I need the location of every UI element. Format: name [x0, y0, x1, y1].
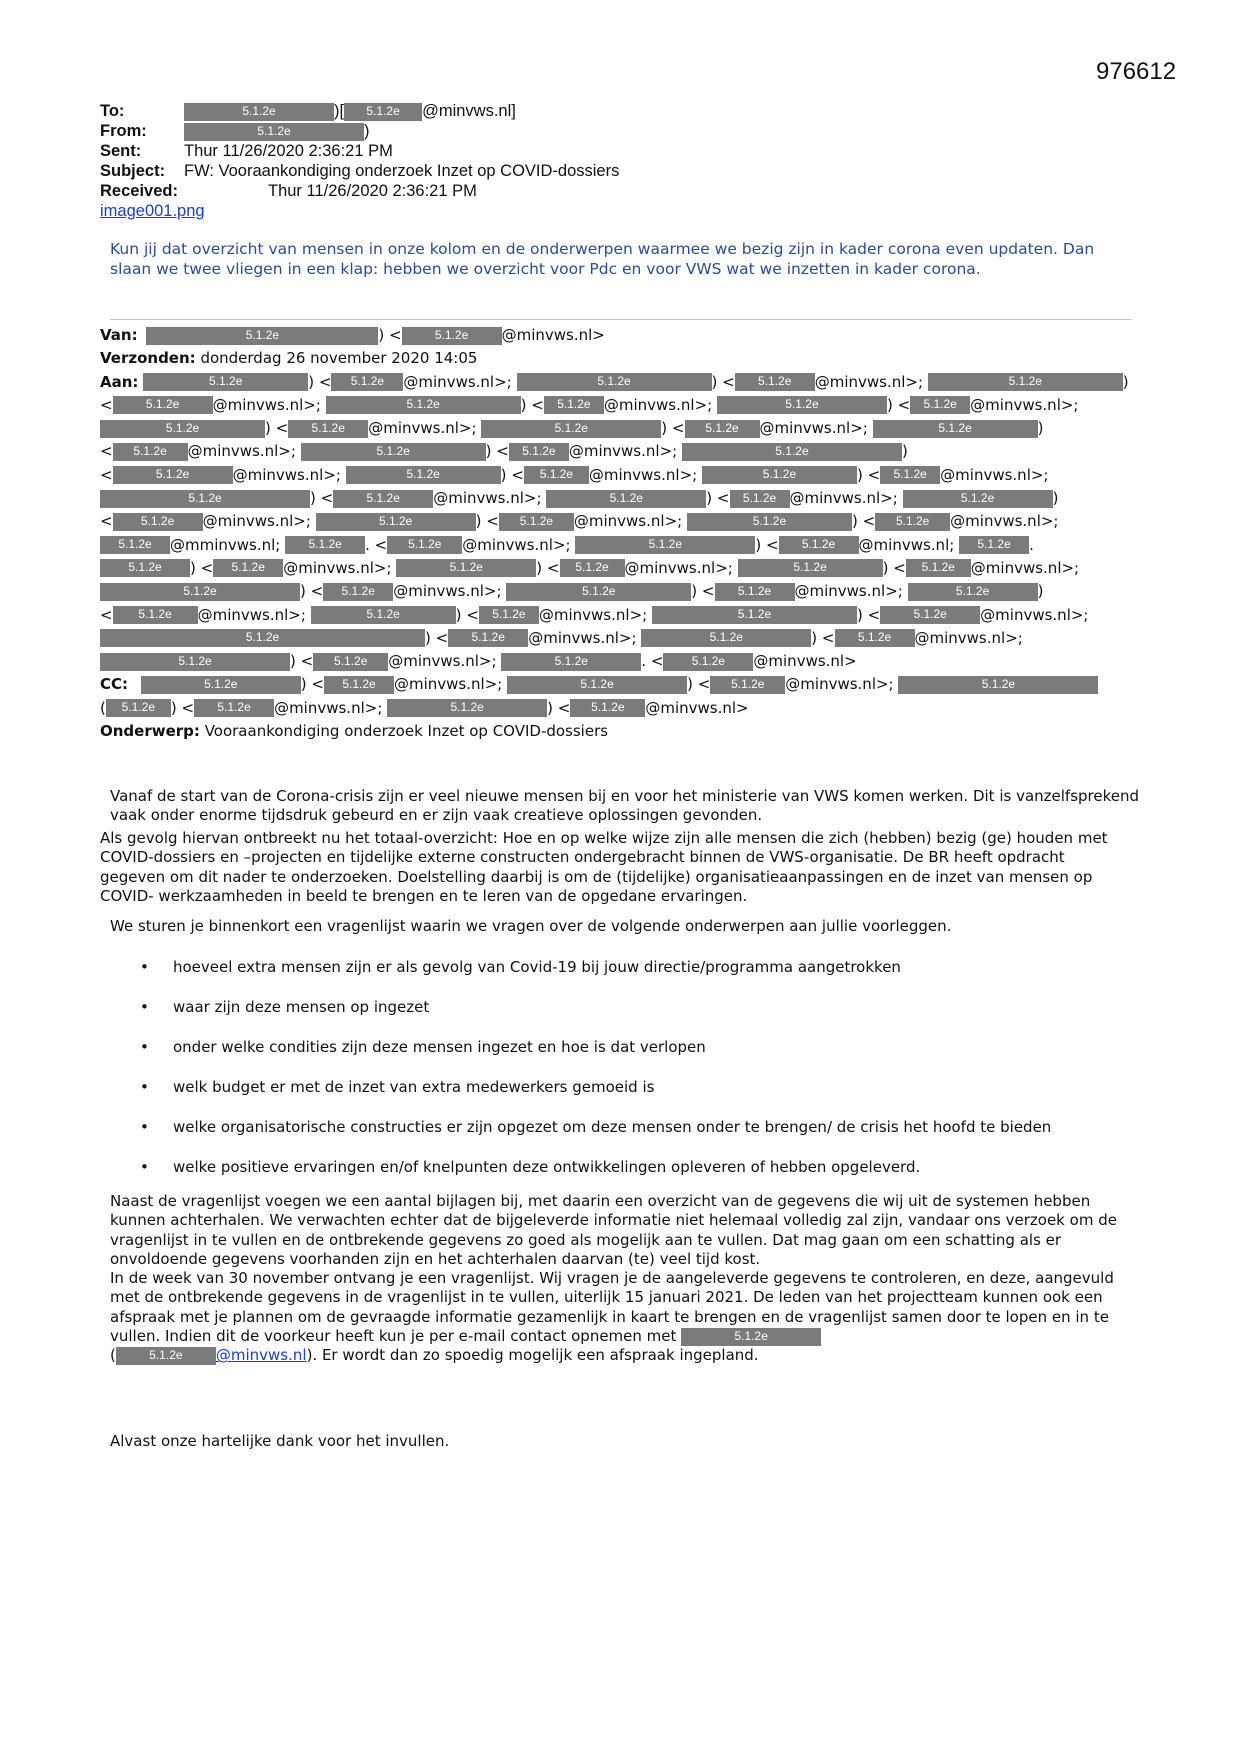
verzonden-row: Verzonden: donderdag 26 november 2020 14:05 — [100, 349, 478, 368]
van-row: Van: 5.1.2e ) < 5.1.2e @minvws.nl> — [100, 326, 605, 344]
document-id: 976612 — [1096, 58, 1177, 85]
aan-row-3: 5.1.2e ) < 5.1.2e @minvws.nl>; 5.1.2e ) < 5.1.2e @minvws.nl>; 5.1.2e ) — [100, 417, 1150, 440]
redaction: 5.1.2e — [344, 103, 422, 121]
bullet: • — [140, 1158, 149, 1176]
redaction: 5.1.2e — [681, 1328, 821, 1346]
closing-line: Alvast onze hartelijke dank voor het invullen. — [110, 1432, 450, 1450]
onderwerp-row: Onderwerp: Vooraankondiging onderzoek Inzet op COVID-dossiers — [100, 722, 609, 741]
paragraph-4a: Naast de vragenlijst voegen we een aantal bijlagen bij, met daarin een overzicht van de gegevens die wij uit de systemen hebben kunnen achterhalen. We verwachten echter dat de bijgeleverde informatie niet helemaal volledig zal zijn, vandaar ons verzoek om de vragenlijst in te vullen en de ontbrekende gegevens zo goed als mogelijk aan te vullen. Dat mag gaan om een schatting als er onvoldoende gegevens voorhanden zijn en het achterhalen daarvan (te) veel tijd kost. — [110, 1192, 1117, 1268]
paragraph-3: We sturen je binnenkort een vragenlijst waarin we vragen over de volgende onderwerpen aan jullie voorleggen. — [110, 917, 952, 935]
redaction: 5.1.2e — [184, 103, 334, 121]
received-label: Received: — [100, 182, 178, 200]
redaction: 5.1.2e — [402, 327, 502, 345]
redaction: 5.1.2e — [146, 327, 378, 345]
received-value: Thur 11/26/2020 2:36:21 PM — [268, 182, 477, 200]
aan-row-5: < 5.1.2e @minvws.nl>; 5.1.2e ) < 5.1.2e @minvws.nl>; 5.1.2e ) < 5.1.2e @minvws.nl>; — [100, 465, 1049, 484]
paragraph-4 — [110, 1192, 1140, 1366]
aan-row-12: 5.1.2e ) < 5.1.2e @minvws.nl>; 5.1.2e ) < 5.1.2e @minvws.nl>; — [100, 627, 1150, 650]
aan-row-9: 5.1.2e ) < 5.1.2e @minvws.nl>; 5.1.2e ) < 5.1.2e @minvws.nl>; 5.1.2e ) < 5.1.2e @minvws.nl>; — [100, 557, 1150, 580]
sent-value: Thur 11/26/2020 2:36:21 PM — [184, 142, 393, 160]
divider — [110, 319, 1132, 320]
aan-row-6: 5.1.2e ) < 5.1.2e @minvws.nl>; 5.1.2e ) < 5.1.2e @minvws.nl>; 5.1.2e ) — [100, 487, 1150, 510]
bullet: • — [140, 1118, 149, 1136]
aan-row-13: 5.1.2e ) < 5.1.2e @minvws.nl>; 5.1.2e . < 5.1.2e @minvws.nl> — [100, 650, 1150, 673]
paragraph-4b: In de week van 30 november ontvang je een vragenlijst. Wij vragen je de aangeleverde gegevens te controleren, en deze, aangevuld met de ontbrekende gegevens in de vragenlijst in te vullen, uiterlijk 15 januari 2021. De leden van het projectteam kunnen ook een afspraak met je plannen om de gevraagde informatie gezamenlijk in kaart te brengen en de vragenlijst samen door te lopen en in te vullen. Indien dit de voorkeur heeft kun je per e-mail contact opnemen met 5.1.2e — [110, 1269, 1114, 1346]
bullet: • — [140, 1038, 149, 1056]
aan-row-2: < 5.1.2e @minvws.nl>; 5.1.2e ) < 5.1.2e @minvws.nl>; 5.1.2e ) < 5.1.2e @minvws.nl>; — [100, 395, 1079, 414]
to-domain: @minvws.nl] — [422, 102, 516, 120]
aan-row-10: 5.1.2e ) < 5.1.2e @minvws.nl>; 5.1.2e ) < 5.1.2e @minvws.nl>; 5.1.2e ) — [100, 580, 1150, 603]
subject-value: FW: Vooraankondiging onderzoek Inzet op COVID-dossiers — [184, 162, 620, 180]
aan-row-4: < 5.1.2e @minvws.nl>; 5.1.2e ) < 5.1.2e @minvws.nl>; 5.1.2e ) — [100, 442, 908, 461]
forward-note: Kun jij dat overzicht van mensen in onze kolom en de onderwerpen waarmee we bezig zijn in kader corona even updaten. Dan slaan we twee vliegen in een klap: hebben we overzicht voor Pdc en voor VWS wat we inzetten in kader corona. — [110, 240, 1095, 278]
aan-row-7: < 5.1.2e @minvws.nl>; 5.1.2e ) < 5.1.2e @minvws.nl>; 5.1.2e ) < 5.1.2e @minvws.nl>; — [100, 512, 1059, 531]
cc-row-2: ( 5.1.2e ) < 5.1.2e @minvws.nl>; 5.1.2e ) < 5.1.2e @minvws.nl> — [100, 698, 749, 717]
aan-row-8: 5.1.2e @mminvws.nl; 5.1.2e . < 5.1.2e @minvws.nl>; 5.1.2e ) < 5.1.2e @minvws.nl; 5.1.2e . — [100, 534, 1150, 557]
bullet: • — [140, 1078, 149, 1096]
bullet: • — [140, 998, 149, 1016]
attachment-link[interactable]: image001.png — [100, 202, 205, 220]
cc-row-1: CC: 5.1.2e ) < 5.1.2e @minvws.nl>; 5.1.2e ) < 5.1.2e @minvws.nl>; 5.1.2e — [100, 673, 1150, 696]
forwarded-header — [100, 324, 1150, 743]
aan-row-1: Aan: 5.1.2e ) < 5.1.2e @minvws.nl>; 5.1.2e ) < 5.1.2e @minvws.nl>; 5.1.2e ) — [100, 372, 1129, 391]
subject-label: Subject: — [100, 162, 166, 180]
email-link[interactable]: @minvws.nl — [215, 1346, 307, 1365]
sent-label: Sent: — [100, 142, 142, 160]
aan-row-11: < 5.1.2e @minvws.nl>; 5.1.2e ) < 5.1.2e @minvws.nl>; 5.1.2e ) < 5.1.2e @minvws.nl>; — [100, 605, 1089, 624]
from-label: From: — [100, 122, 147, 140]
paragraph-2: Als gevolg hiervan ontbreekt nu het totaal-overzicht: Hoe en op welke wijze zijn alle mensen die zich (hebben) bezig (ge) houden met COVID-dossiers en –projecten en tijdelijke externe constructen ondergebracht binnen de VWS-organisatie. De BR heeft opdracht gegeven om dit nader te onderzoeken. Doelstelling daarbij is om de (tijdelijke) organisatieaanpassingen en de inzet van mensen op COVID- werkzaamheden in beeld te brengen en te leren van de opgedane ervaringen. — [100, 829, 1108, 905]
redaction: 5.1.2e — [116, 1347, 216, 1365]
bullet: • — [140, 958, 149, 976]
paragraph-4c: ( 5.1.2e @minvws.nl). Er wordt dan zo spoedig mogelijk een afspraak ingepland. — [110, 1346, 759, 1365]
redaction: 5.1.2e — [184, 123, 364, 141]
to-label: To: — [100, 102, 125, 120]
paragraph-1: Vanaf de start van de Corona-crisis zijn er veel nieuwe mensen bij en voor het ministerie van VWS komen werken. Dit is vanzelfsprekend vaak onder enorme tijdsdruk gebeurd en er zijn vaak creatieve oplossingen gevonden. — [110, 787, 1140, 825]
